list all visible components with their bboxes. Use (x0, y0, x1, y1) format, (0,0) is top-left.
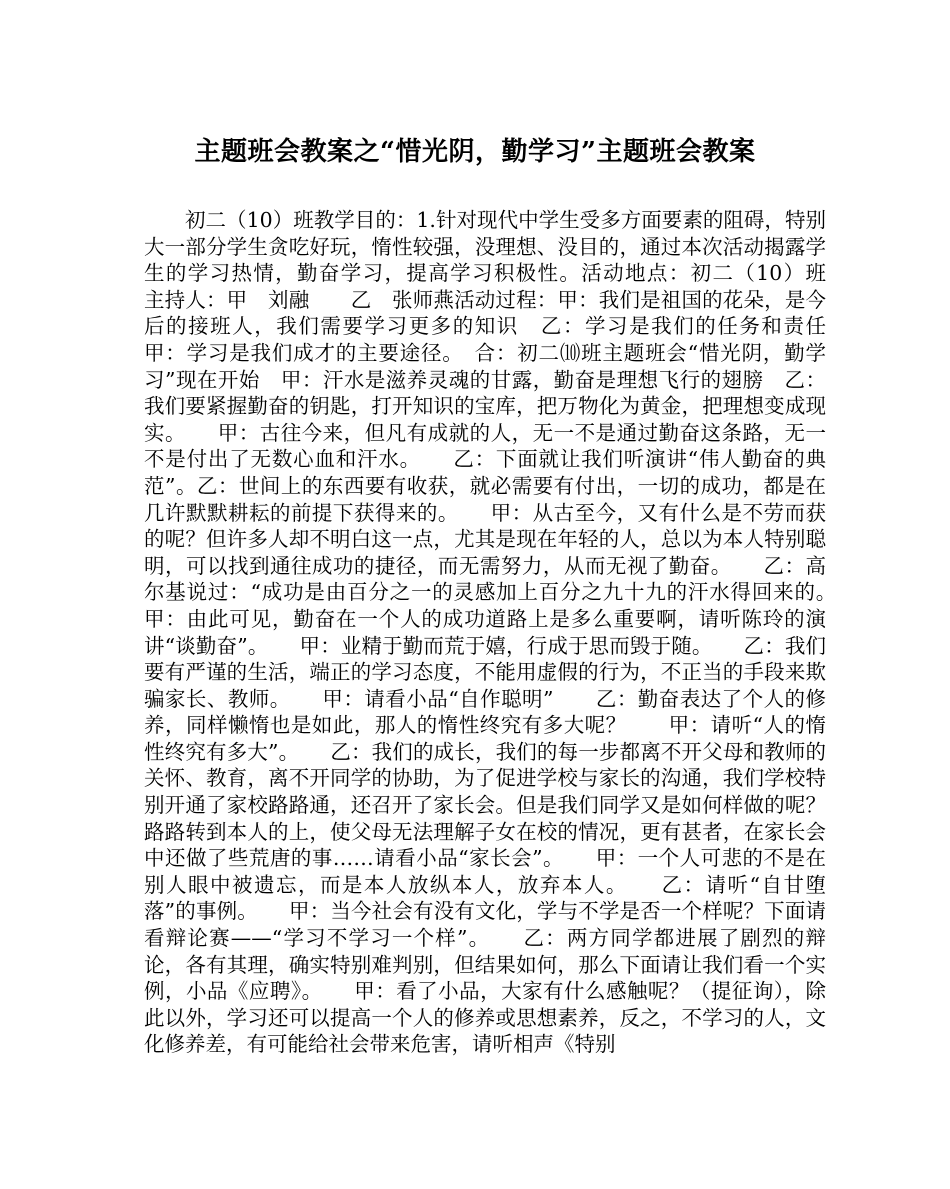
document-body-paragraph: 初二（10）班教学目的：1.针对现代中学生受多方面要素的阻碍，特别大一部分学生贪吃好玩，惰性较强，没理想、没目的，通过本次活动揭露学生的学习热情，勤奋学习，提高学习积极性。活动地点：初二（10）班 主持人：甲 刘融 乙 张师燕活动过程：甲：我们是祖国的花朵，是今后的接班人，我们需要学习更多的知识 乙：学习是我们的任务和责任 甲：学习是我们成才的主要途径。 合：初二⑽班主题班会“惜光阴，勤学习”现在开始 甲：汗水是滋养灵魂的甘露，勤奋是理想飞行的翅膀 乙：我们要紧握勤奋的钥匙，打开知识的宝库，把万物化为黄金，把理想变成现实。 甲：古往今来，但凡有成就的人，无一不是通过勤奋这条路，无一不是付出了无数心血和汗水。 乙：下面就让我们听演讲“伟人勤奋的典范”。乙：世间上的东西要有收获，就必需要有付出，一切的成功，都是在几许默默耕耘的前提下获得来的。 甲：从古至今，又有什么是不劳而获的呢？但许多人却不明白这一点，尤其是现在年轻的人，总以为本人特别聪明，可以找到通往成功的捷径，而无需努力，从而无视了勤奋。 乙：高尔基说过：“成功是由百分之一的灵感加上百分之九十九的汗水得回来的。 甲：由此可见，勤奋在一个人的成功道路上是多么重要啊，请听陈玲的演讲“谈勤奋”。 甲：业精于勤而荒于嬉，行成于思而毁于随。 乙：我们要有严谨的生活，端正的学习态度，不能用虚假的行为，不正当的手段来欺骗家长、教师。 甲：请看小品“自作聪明” 乙：勤奋表达了个人的修养，同样懒惰也是如此，那人的惰性终究有多大呢？ 甲：请听“人的惰性终究有多大”。 乙：我们的成长，我们的每一步都离不开父母和教师的关怀、教育，离不开同学的协助，为了促进学校与家长的沟通，我们学校特别开通了家校路路通，还召开了家长会。但是我们同学又是如何样做的呢？路路转到本人的上，使父母无法理解子女在校的情况，更有甚者，在家长会中还做了些荒唐的事……请看小品“家长会”。 甲：一个人可悲的不是在别人眼中被遗忘，而是本人放纵本人，放弃本人。 乙：请听“自甘堕落”的事例。 甲：当今社会有没有文化，学与不学是否一个样呢？下面请看辩论赛——“学习不学习一个样”。 乙：两方同学都进展了剧烈的辩论，各有其理，确实特别难判别，但结果如何，那么下面请让我们看一个实例，小品《应聘》。 甲：看了小品，大家有什么感触呢？（提征询），除此以外，学习还可以提高一个人的修养或思想素养，反之，不学习的人，文化修养差，有可能给社会带来危害，请听相声《特别 (144, 208, 867, 1057)
document-title: 主题班会教案之“惜光阴，勤学习”主题班会教案 (194, 137, 756, 167)
